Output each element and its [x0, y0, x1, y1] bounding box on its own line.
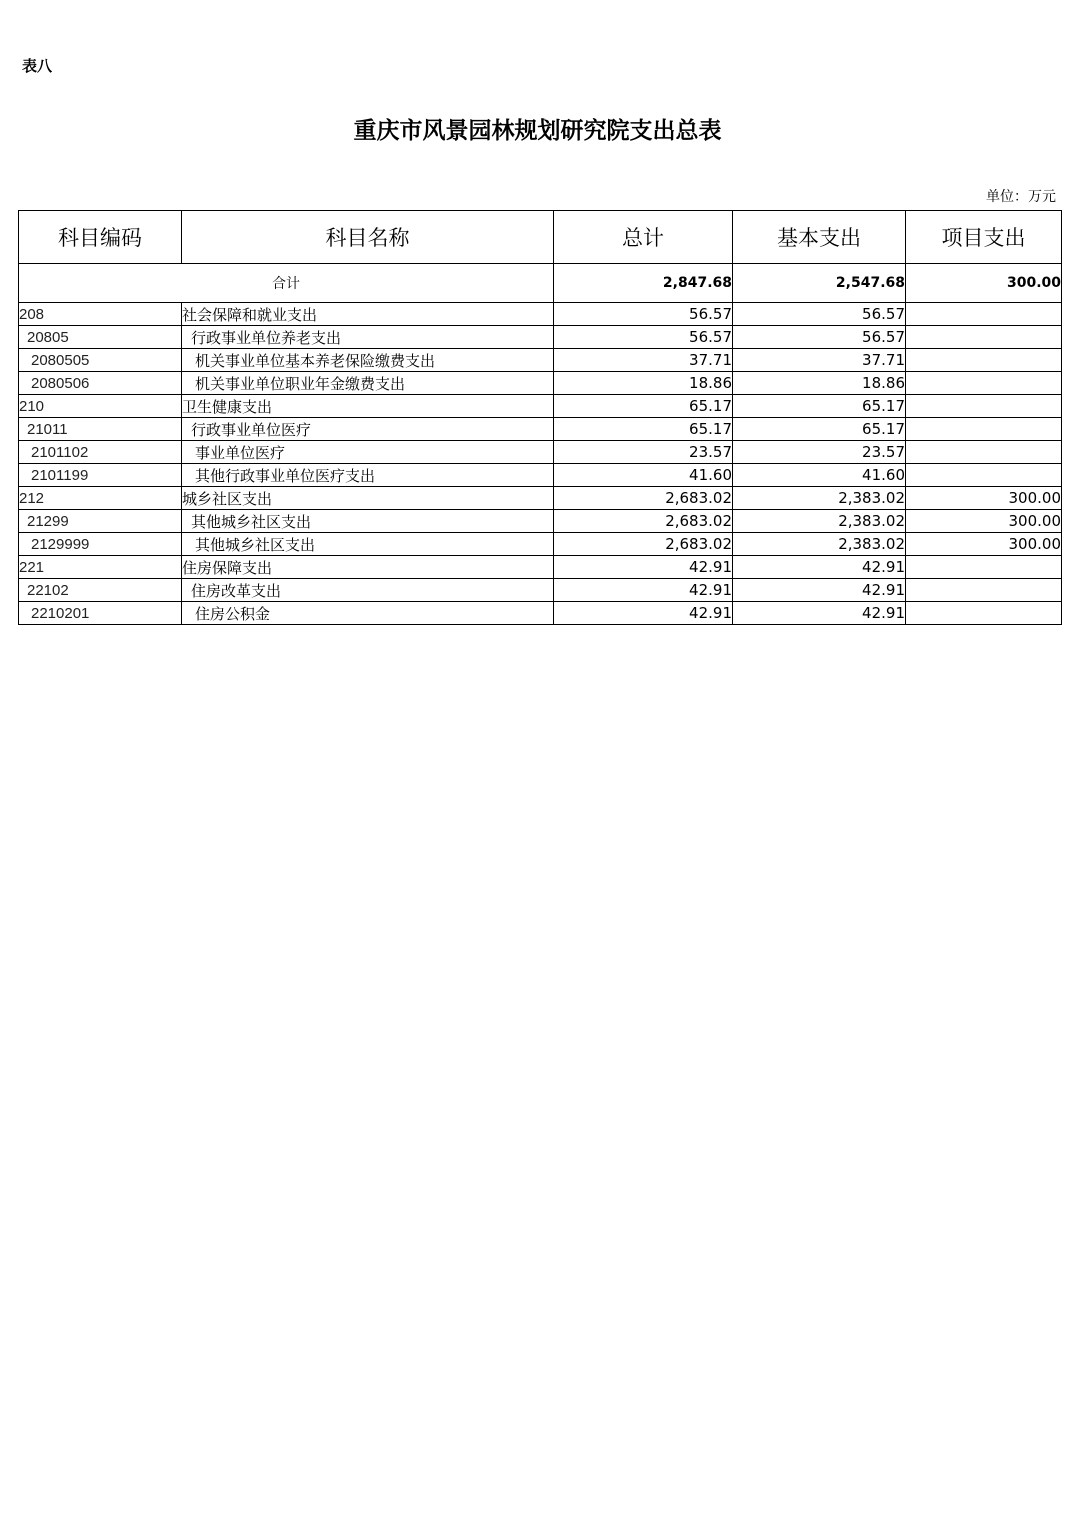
row-total: 18.86	[554, 372, 733, 395]
table-row	[19, 533, 1062, 556]
row-name: 住房改革支出	[182, 579, 554, 602]
row-name: 机关事业单位基本养老保险缴费支出	[182, 349, 554, 372]
row-total: 41.60	[554, 464, 733, 487]
row-name: 卫生健康支出	[182, 395, 554, 418]
row-total: 2,683.02	[554, 487, 733, 510]
row-total: 56.57	[554, 326, 733, 349]
row-project	[906, 349, 1062, 372]
row-project	[906, 602, 1062, 625]
row-basic: 56.57	[733, 326, 906, 349]
row-basic: 41.60	[733, 464, 906, 487]
row-total: 23.57	[554, 441, 733, 464]
row-basic: 2,383.02	[733, 487, 906, 510]
row-total: 37.71	[554, 349, 733, 372]
row-basic: 65.17	[733, 395, 906, 418]
row-basic: 18.86	[733, 372, 906, 395]
table-label: 表八	[22, 57, 53, 75]
row-total: 65.17	[554, 395, 733, 418]
row-total: 42.91	[554, 602, 733, 625]
row-project	[906, 303, 1062, 326]
row-code: 22102	[19, 579, 182, 602]
table-row	[19, 510, 1062, 533]
row-code: 21011	[19, 418, 182, 441]
row-project	[906, 464, 1062, 487]
column-header-project: 项目支出	[906, 211, 1062, 264]
row-basic: 56.57	[733, 303, 906, 326]
row-name: 城乡社区支出	[182, 487, 554, 510]
column-header-total: 总计	[554, 211, 733, 264]
row-code: 2080506	[19, 372, 182, 395]
row-name: 行政事业单位养老支出	[182, 326, 554, 349]
row-name: 住房保障支出	[182, 556, 554, 579]
row-code: 212	[19, 487, 182, 510]
row-total: 2,683.02	[554, 533, 733, 556]
table-row	[19, 418, 1062, 441]
row-name: 其他城乡社区支出	[182, 533, 554, 556]
row-project	[906, 418, 1062, 441]
row-basic: 2,383.02	[733, 533, 906, 556]
header-row	[19, 211, 1062, 264]
table-row	[19, 303, 1062, 326]
row-project: 300.00	[906, 533, 1062, 556]
row-basic: 65.17	[733, 418, 906, 441]
total-row	[19, 264, 1062, 303]
row-name: 社会保障和就业支出	[182, 303, 554, 326]
row-basic: 42.91	[733, 579, 906, 602]
page-title: 重庆市风景园林规划研究院支出总表	[353, 117, 722, 144]
table-row	[19, 326, 1062, 349]
table-row	[19, 487, 1062, 510]
total-label: 合计	[19, 264, 554, 303]
row-project: 300.00	[906, 510, 1062, 533]
row-project: 300.00	[906, 487, 1062, 510]
column-header-basic: 基本支出	[733, 211, 906, 264]
row-total: 65.17	[554, 418, 733, 441]
row-basic: 23.57	[733, 441, 906, 464]
row-name: 其他城乡社区支出	[182, 510, 554, 533]
row-name: 事业单位医疗	[182, 441, 554, 464]
row-code: 21299	[19, 510, 182, 533]
row-total: 42.91	[554, 579, 733, 602]
row-code: 2101102	[19, 441, 182, 464]
row-basic: 37.71	[733, 349, 906, 372]
row-project	[906, 441, 1062, 464]
row-total: 2,683.02	[554, 510, 733, 533]
row-project	[906, 372, 1062, 395]
table-row	[19, 372, 1062, 395]
row-code: 210	[19, 395, 182, 418]
row-name: 其他行政事业单位医疗支出	[182, 464, 554, 487]
row-total: 42.91	[554, 556, 733, 579]
table-row	[19, 395, 1062, 418]
row-project	[906, 326, 1062, 349]
table-row	[19, 579, 1062, 602]
unit-label: 单位：万元	[986, 189, 1056, 205]
table-row	[19, 349, 1062, 372]
column-header-code: 科目编码	[19, 211, 182, 264]
total-project: 300.00	[906, 264, 1062, 303]
row-code: 2210201	[19, 602, 182, 625]
row-code: 221	[19, 556, 182, 579]
row-basic: 42.91	[733, 556, 906, 579]
table-row	[19, 464, 1062, 487]
row-basic: 2,383.02	[733, 510, 906, 533]
total-sum: 2,847.68	[554, 264, 733, 303]
table-row	[19, 441, 1062, 464]
row-project	[906, 556, 1062, 579]
row-basic: 42.91	[733, 602, 906, 625]
row-code: 208	[19, 303, 182, 326]
row-name: 行政事业单位医疗	[182, 418, 554, 441]
row-code: 20805	[19, 326, 182, 349]
row-code: 2129999	[19, 533, 182, 556]
row-code: 2080505	[19, 349, 182, 372]
row-code: 2101199	[19, 464, 182, 487]
row-name: 机关事业单位职业年金缴费支出	[182, 372, 554, 395]
table-row	[19, 556, 1062, 579]
total-basic: 2,547.68	[733, 264, 906, 303]
row-total: 56.57	[554, 303, 733, 326]
expenditure-table	[18, 210, 1062, 625]
table-row	[19, 602, 1062, 625]
row-name: 住房公积金	[182, 602, 554, 625]
row-project	[906, 395, 1062, 418]
column-header-name: 科目名称	[182, 211, 554, 264]
row-project	[906, 579, 1062, 602]
